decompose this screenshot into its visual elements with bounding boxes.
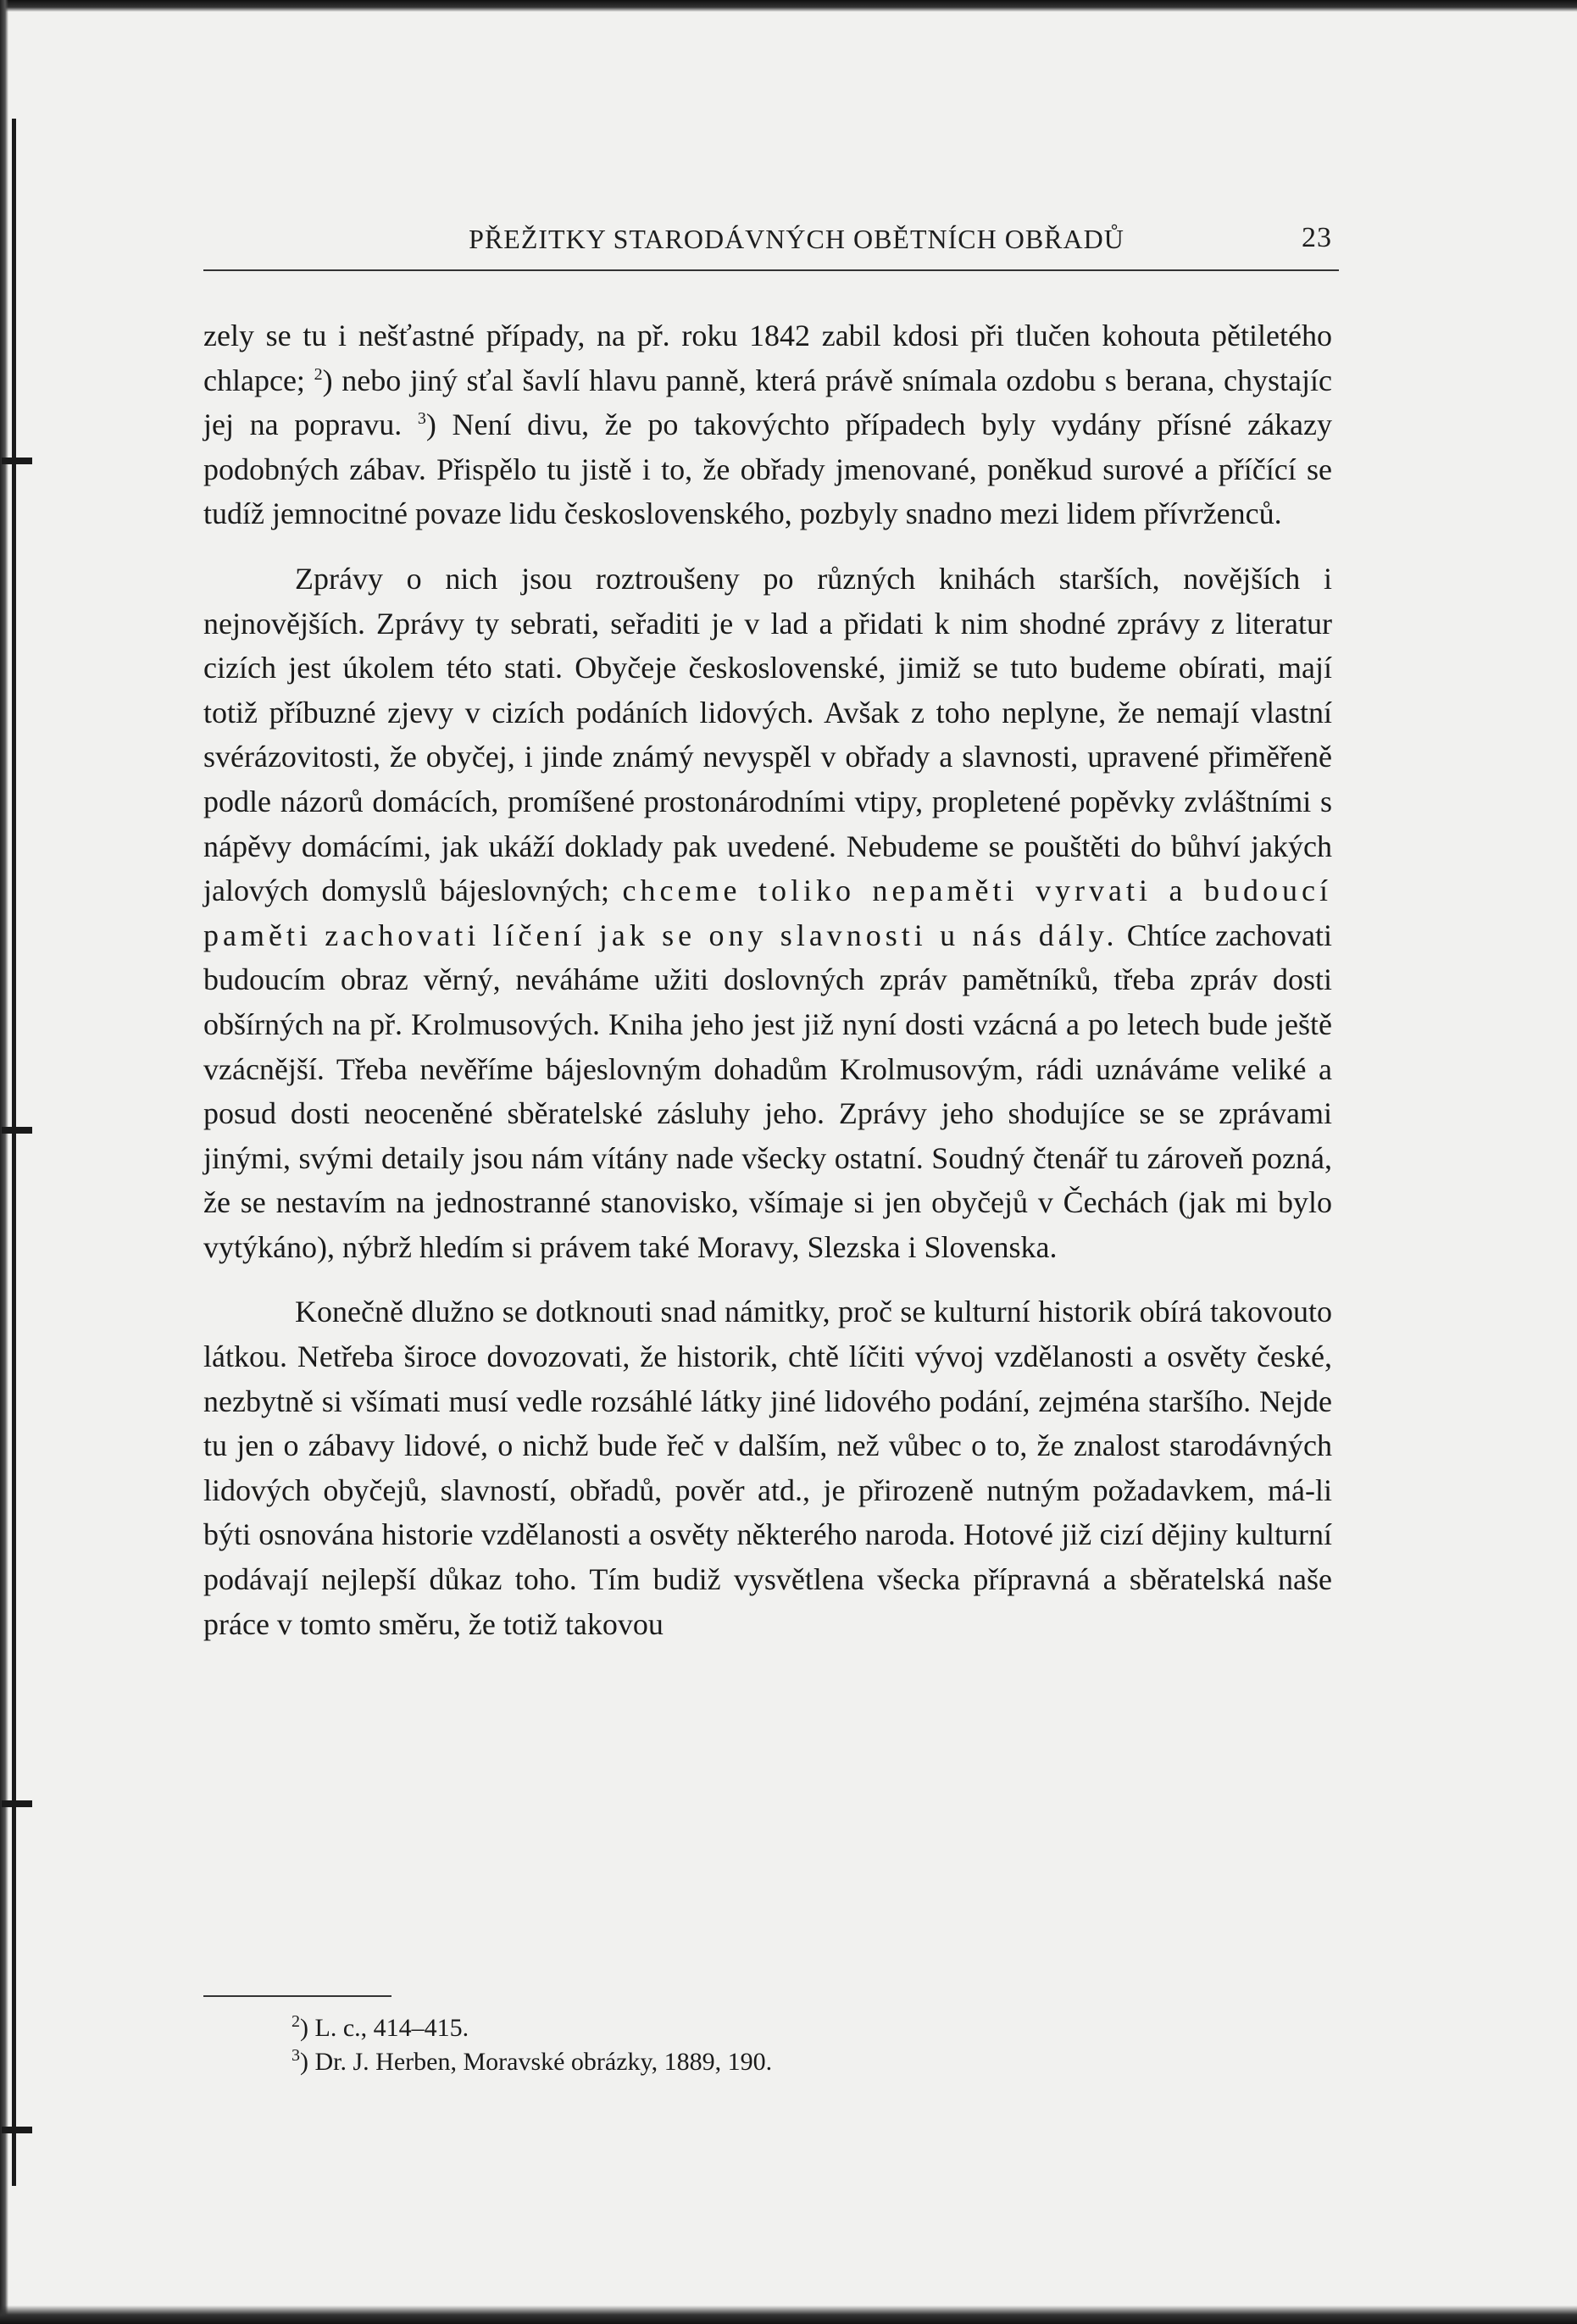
binding-margin-tick [2,1800,32,1807]
page-header [203,219,1339,271]
paragraph-1-part-a: zely se tu i nešťastné případy, na př. roku 1842 zabil kdosi při tlučen kohouta pětiletého chlapce; [203,319,1332,397]
footnote-ref: 2 [314,364,323,384]
footnote-text: Dr. J. Herben, Moravské obrázky, 1889, 190. [314,2048,773,2076]
scan-edge-left [0,0,8,2324]
paragraph-1-part-c: ) Není divu, že po takovýchto případech byly vydány přísné zákazy podobných zábav. Přispělo tu jistě i to, že obřady jmenované, poněkud surové a příčící se tudíž jemnocitné povaze lidu československého, pozbyly snadno mezi lidem přívrženců. [203,408,1333,531]
footnote-text: L. c., 414–415. [314,2014,469,2042]
paragraph-1-part-b: ) nebo jiný sťal šavlí hlavu panně, která právě snímala ozdobu s berana, chystajíc jej na popravu. [203,363,1333,442]
paragraph-2-part-a: Zprávy o nich jsou roztroušeny po různých knihách starších, novějších i nejnovějších. Zprávy ty sebrati, seřaditi je v lad a přidati k nim shodné zprávy z literatur cizích jest úkolem této stati. Obyčeje československé, jimiž se tuto budeme obírati, mají totiž příbuzné zjevy v cizích podáních lidových. Avšak z toho neplyne, že nemají vlastní svérázovitosti, že obyčej, i jinde známý nevyspěl v obřady a slavnosti, upravené přiměřeně podle názorů domácích, promíšené prostonárodními vtipy, propletené popěvky zvláštními s nápěvy domácími, jak ukáží doklady pak uvedené. Nebudeme se pouštěti do bůhví jakých jalových domyslů bájeslovných; [203,561,1332,908]
binding-margin-tick [2,458,32,464]
paragraph-2-part-b: Chtíce zachovati budoucím obraz věrný, neváháme užiti doslovných zpráv pamětníků, třeba zpráv dosti obšírných na př. Krolmusových. Kniha jeho jest již nyní dosti vzácná a po letech bude ještě vzácnější. Třeba nevěříme bájeslovným dohadům Krolmusovým, rádi uznáváme veliké a posud dosti neoceněné sběratelské zásluhy jeho. Zprávy jeho shodujíce se se zprávami jinými, svými detaily jsou nám vítány nade všecky ostatní. Soudný čtenář tu zároveň pozná, že se nestavím na jednostranné stanovisko, všímaje si jen obyčejů v Čechách (jak mi bylo vytýkáno), nýbrž hledím si právem také Moravy, Slezska i Slovenska. [203,918,1333,1264]
footnote-mark: 2 [292,2012,300,2031]
body-text [203,313,1332,1646]
footnote-ref: 3 [417,409,426,429]
scan-edge-top [0,0,1577,12]
footnote-3: $^3$) Dr. J. Herben, Moravské obrázky, 1889, 190. [292,2046,773,2076]
paragraph-2 [203,557,1332,1270]
binding-margin-rule [12,119,16,2186]
footnote-divider [203,1995,391,1997]
paragraph-1 [203,313,1332,536]
emphasized-text: chceme toliko nepaměti vyrvati a budoucí paměti zachovati líčení jak se ony slavnosti u nás dály. [203,874,1333,952]
footnotes [292,2011,1308,2079]
footnote-mark: 3 [292,2046,300,2065]
page-number: 23 [1302,222,1332,253]
running-title: PŘEŽITKY STARODÁVNÝCH OBĚTNÍCH OBŘADŮ [469,224,1124,254]
paragraph-3: Konečně dlužno se dotknouti snad námitky, proč se kulturní historik obírá takovouto látkou. Netřeba široce dovozovati, že historik, chtě líčiti vývoj vzdělanosti a osvěty české, nezbytně si všímati musí vedle rozsáhlé látky jiné lidového podání, zejména staršího. Nejde tu jen o zábavy lidové, o nichž bude řeč v dalším, než vůbec o to, že znalost starodávných lidových obyčejů, slavností, obřadů, pověr atd., je přirozeně nutným požadavkem, má-li býti osnována historie vzdělanosti a osvěty některého naroda. Hotové již cizí dějiny kulturní podávají nejlepší důkaz toho. Tím budiž vysvětlena všecka přípravná a sběratelská naše práce v tomto směru, že totiž takovou [203,1295,1332,1641]
binding-margin-tick [2,1127,32,1134]
scan-edge-bottom [0,2305,1577,2324]
binding-margin-tick [2,2127,32,2133]
footnote-2: $^2$) L. c., 414–415. [292,2012,469,2042]
